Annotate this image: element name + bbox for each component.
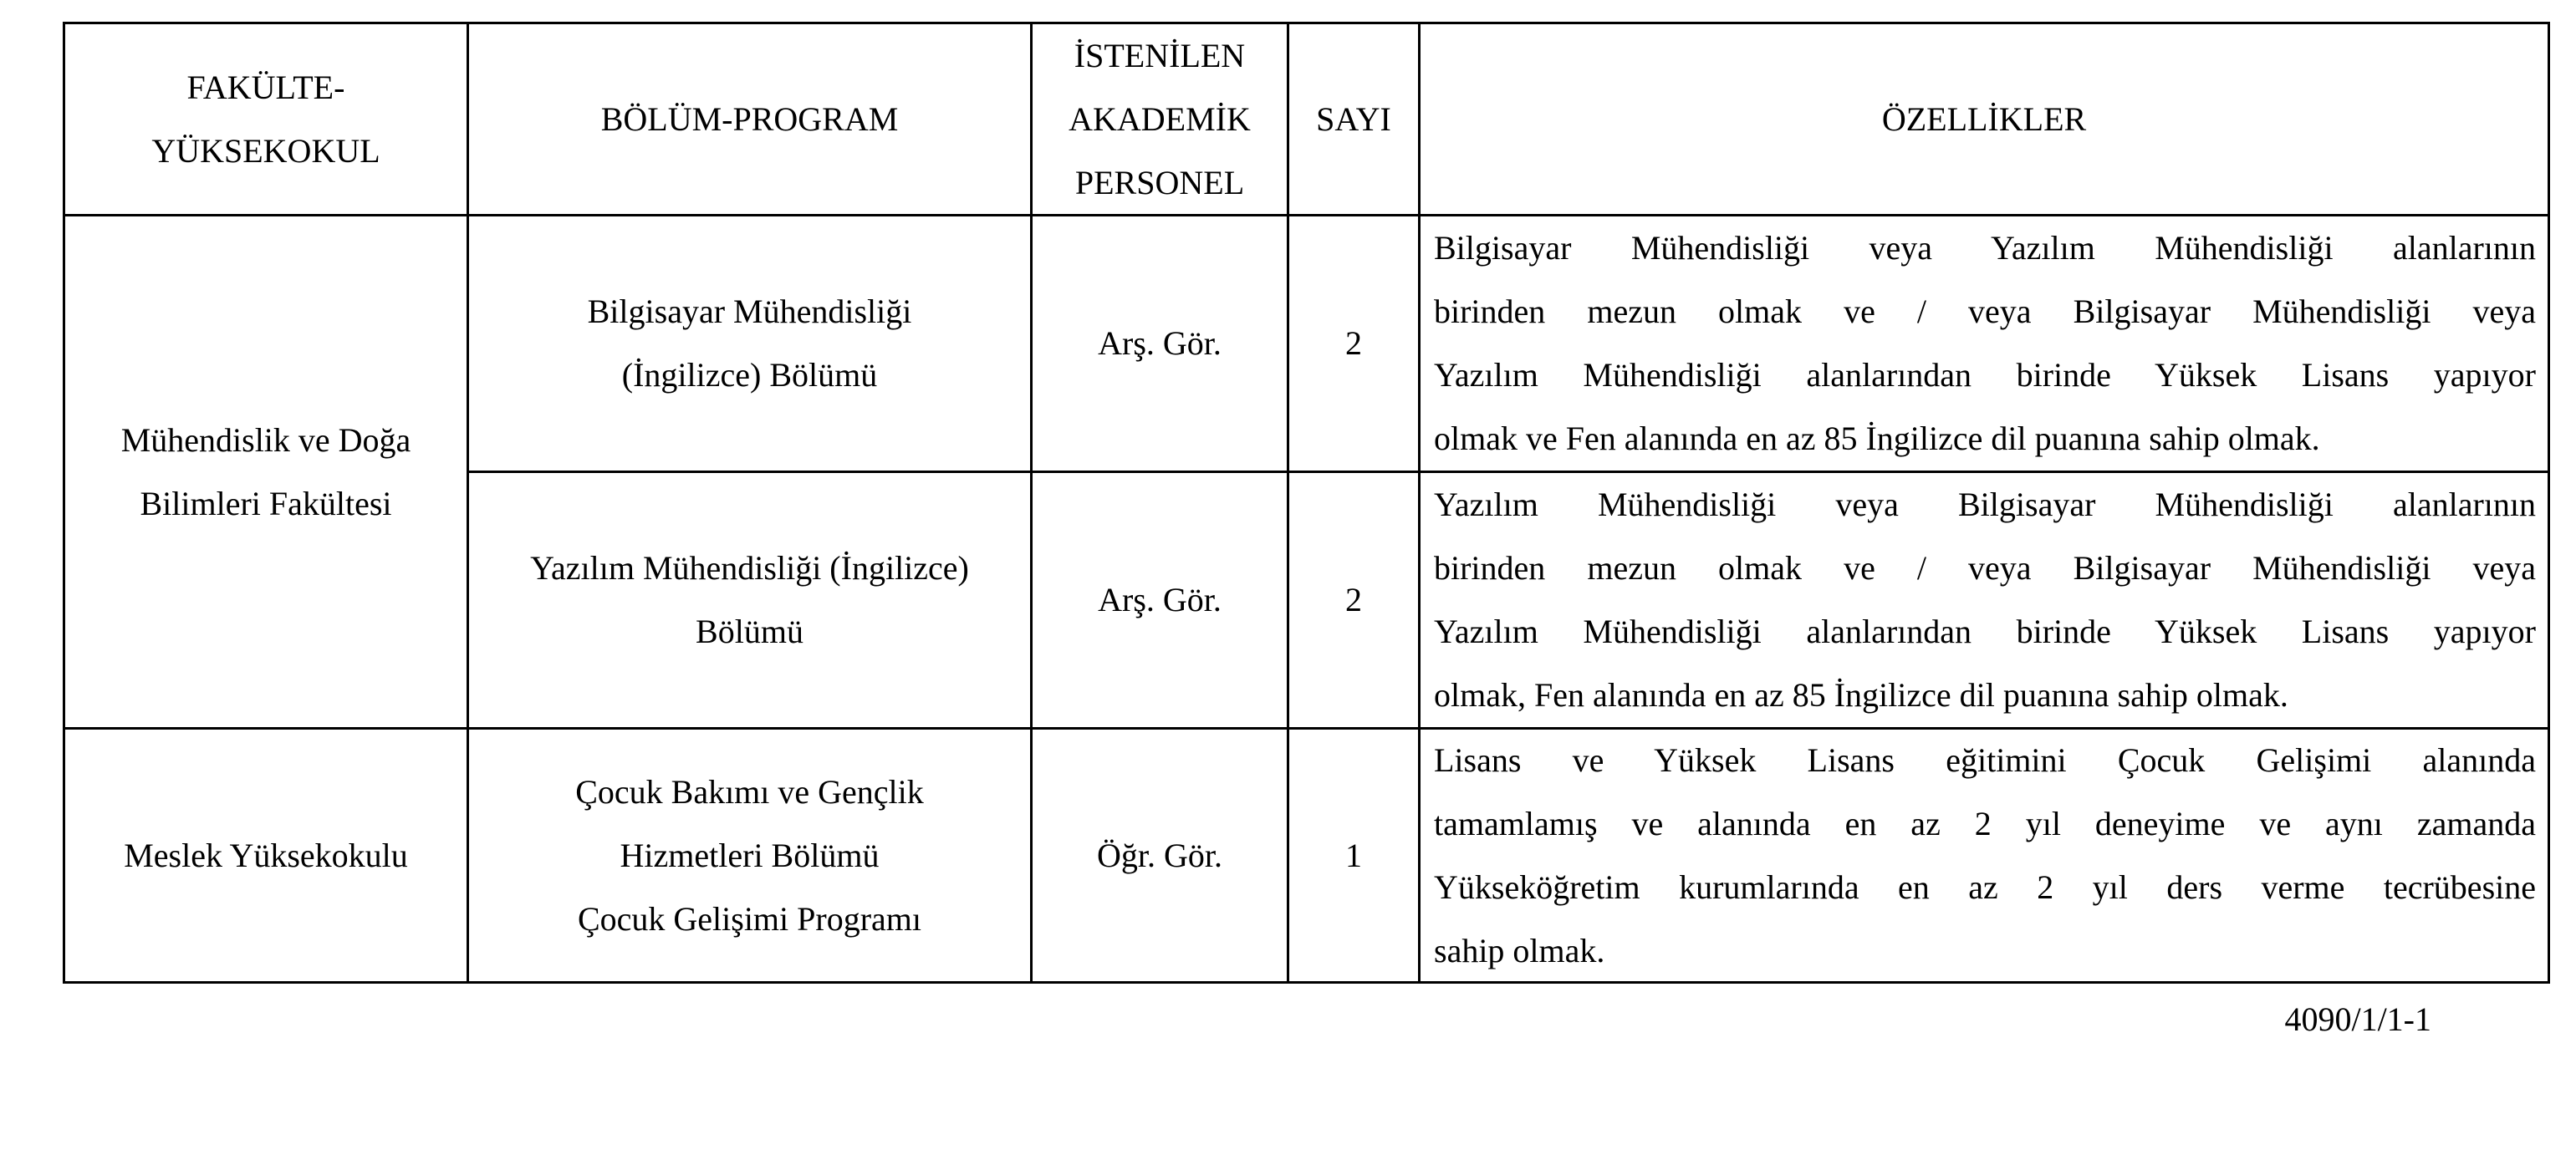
features-line: birinden mezun olmak ve / veya Bilgisayar Mühendisliği veya — [1434, 549, 2536, 587]
count-text: 1 — [1345, 836, 1362, 874]
faculty-text: Bilimleri Fakültesi — [140, 484, 392, 522]
features-line: olmak ve Fen alanında en az 85 İngilizce dil puanına sahip olmak. — [1434, 420, 2320, 457]
positions-table — [63, 22, 2550, 984]
document-reference-number: 4090/1/1-1 — [2284, 1000, 2431, 1038]
department-text: Hizmetleri Bölümü — [620, 836, 880, 874]
faculty-text: Meslek Yüksekokulu — [124, 836, 408, 874]
count-cell — [1289, 473, 1418, 727]
header-text: FAKÜLTE- — [186, 68, 345, 106]
department-cell — [469, 216, 1030, 471]
department-text: Çocuk Gelişimi Programı — [577, 899, 922, 938]
header-department — [469, 24, 1030, 214]
department-text: Yazılım Mühendisliği (İngilizce) — [530, 549, 969, 587]
header-text: ÖZELLİKLER — [1881, 99, 2087, 138]
features-line: birinden mezun olmak ve / veya Bilgisayar Mühendisliği veya — [1434, 293, 2536, 330]
header-text: İSTENİLEN — [1074, 36, 1246, 74]
features-line: sahip olmak. — [1434, 931, 1605, 969]
department-cell — [469, 473, 1030, 727]
features-cell — [1421, 730, 2548, 981]
faculty-text: Mühendislik ve Doğa — [120, 420, 411, 459]
staff-text: Arş. Gör. — [1098, 324, 1222, 362]
faculty-cell — [65, 216, 467, 727]
features-line: Bilgisayar Mühendisliği veya Yazılım Mühendisliği alanlarının — [1434, 229, 2536, 267]
features-line: tamamlamış ve alanında en az 2 yıl deneyime ve aynı zamanda — [1434, 804, 2536, 842]
count-cell — [1289, 216, 1418, 471]
features-line: Yazılım Mühendisliği alanlarından birinde Yüksek Lisans yapıyor — [1434, 356, 2536, 394]
header-count — [1289, 24, 1418, 214]
department-text: Çocuk Bakımı ve Gençlik — [575, 772, 924, 811]
department-text: Bilgisayar Mühendisliği — [587, 293, 912, 330]
count-text: 2 — [1345, 581, 1362, 618]
department-text: Bölümü — [696, 613, 803, 650]
features-line: Yazılım Mühendisliği alanlarından birinde Yüksek Lisans yapıyor — [1434, 613, 2536, 650]
features-line: Yükseköğretim kurumlarında en az 2 yıl ders verme tecrübesine — [1434, 868, 2536, 906]
features-cell — [1421, 216, 2548, 471]
header-faculty — [65, 24, 467, 214]
staff-cell — [1033, 473, 1287, 727]
features-cell — [1421, 473, 2548, 727]
header-text: PERSONEL — [1074, 163, 1245, 201]
features-line: Lisans ve Yüksek Lisans eğitimini Çocuk Gelişimi alanında — [1434, 740, 2536, 779]
header-text: BÖLÜM-PROGRAM — [600, 99, 899, 138]
staff-cell — [1033, 730, 1287, 981]
staff-cell — [1033, 216, 1287, 471]
faculty-cell — [65, 730, 467, 981]
header-text: AKADEMİK — [1069, 99, 1251, 138]
count-text: 2 — [1345, 324, 1362, 362]
staff-text: Öğr. Gör. — [1097, 836, 1222, 874]
staff-text: Arş. Gör. — [1098, 581, 1222, 618]
header-staff — [1033, 24, 1287, 214]
features-line: olmak, Fen alanında en az 85 İngilizce dil puanına sahip olmak. — [1434, 676, 2288, 714]
department-cell — [469, 730, 1030, 981]
count-cell — [1289, 730, 1418, 981]
features-line: Yazılım Mühendisliği veya Bilgisayar Mühendisliği alanlarının — [1434, 486, 2536, 523]
header-text: SAYI — [1316, 99, 1391, 138]
department-text: (İngilizce) Bölümü — [621, 356, 878, 394]
header-features — [1421, 24, 2548, 214]
header-text: YÜKSEKOKUL — [151, 131, 380, 170]
